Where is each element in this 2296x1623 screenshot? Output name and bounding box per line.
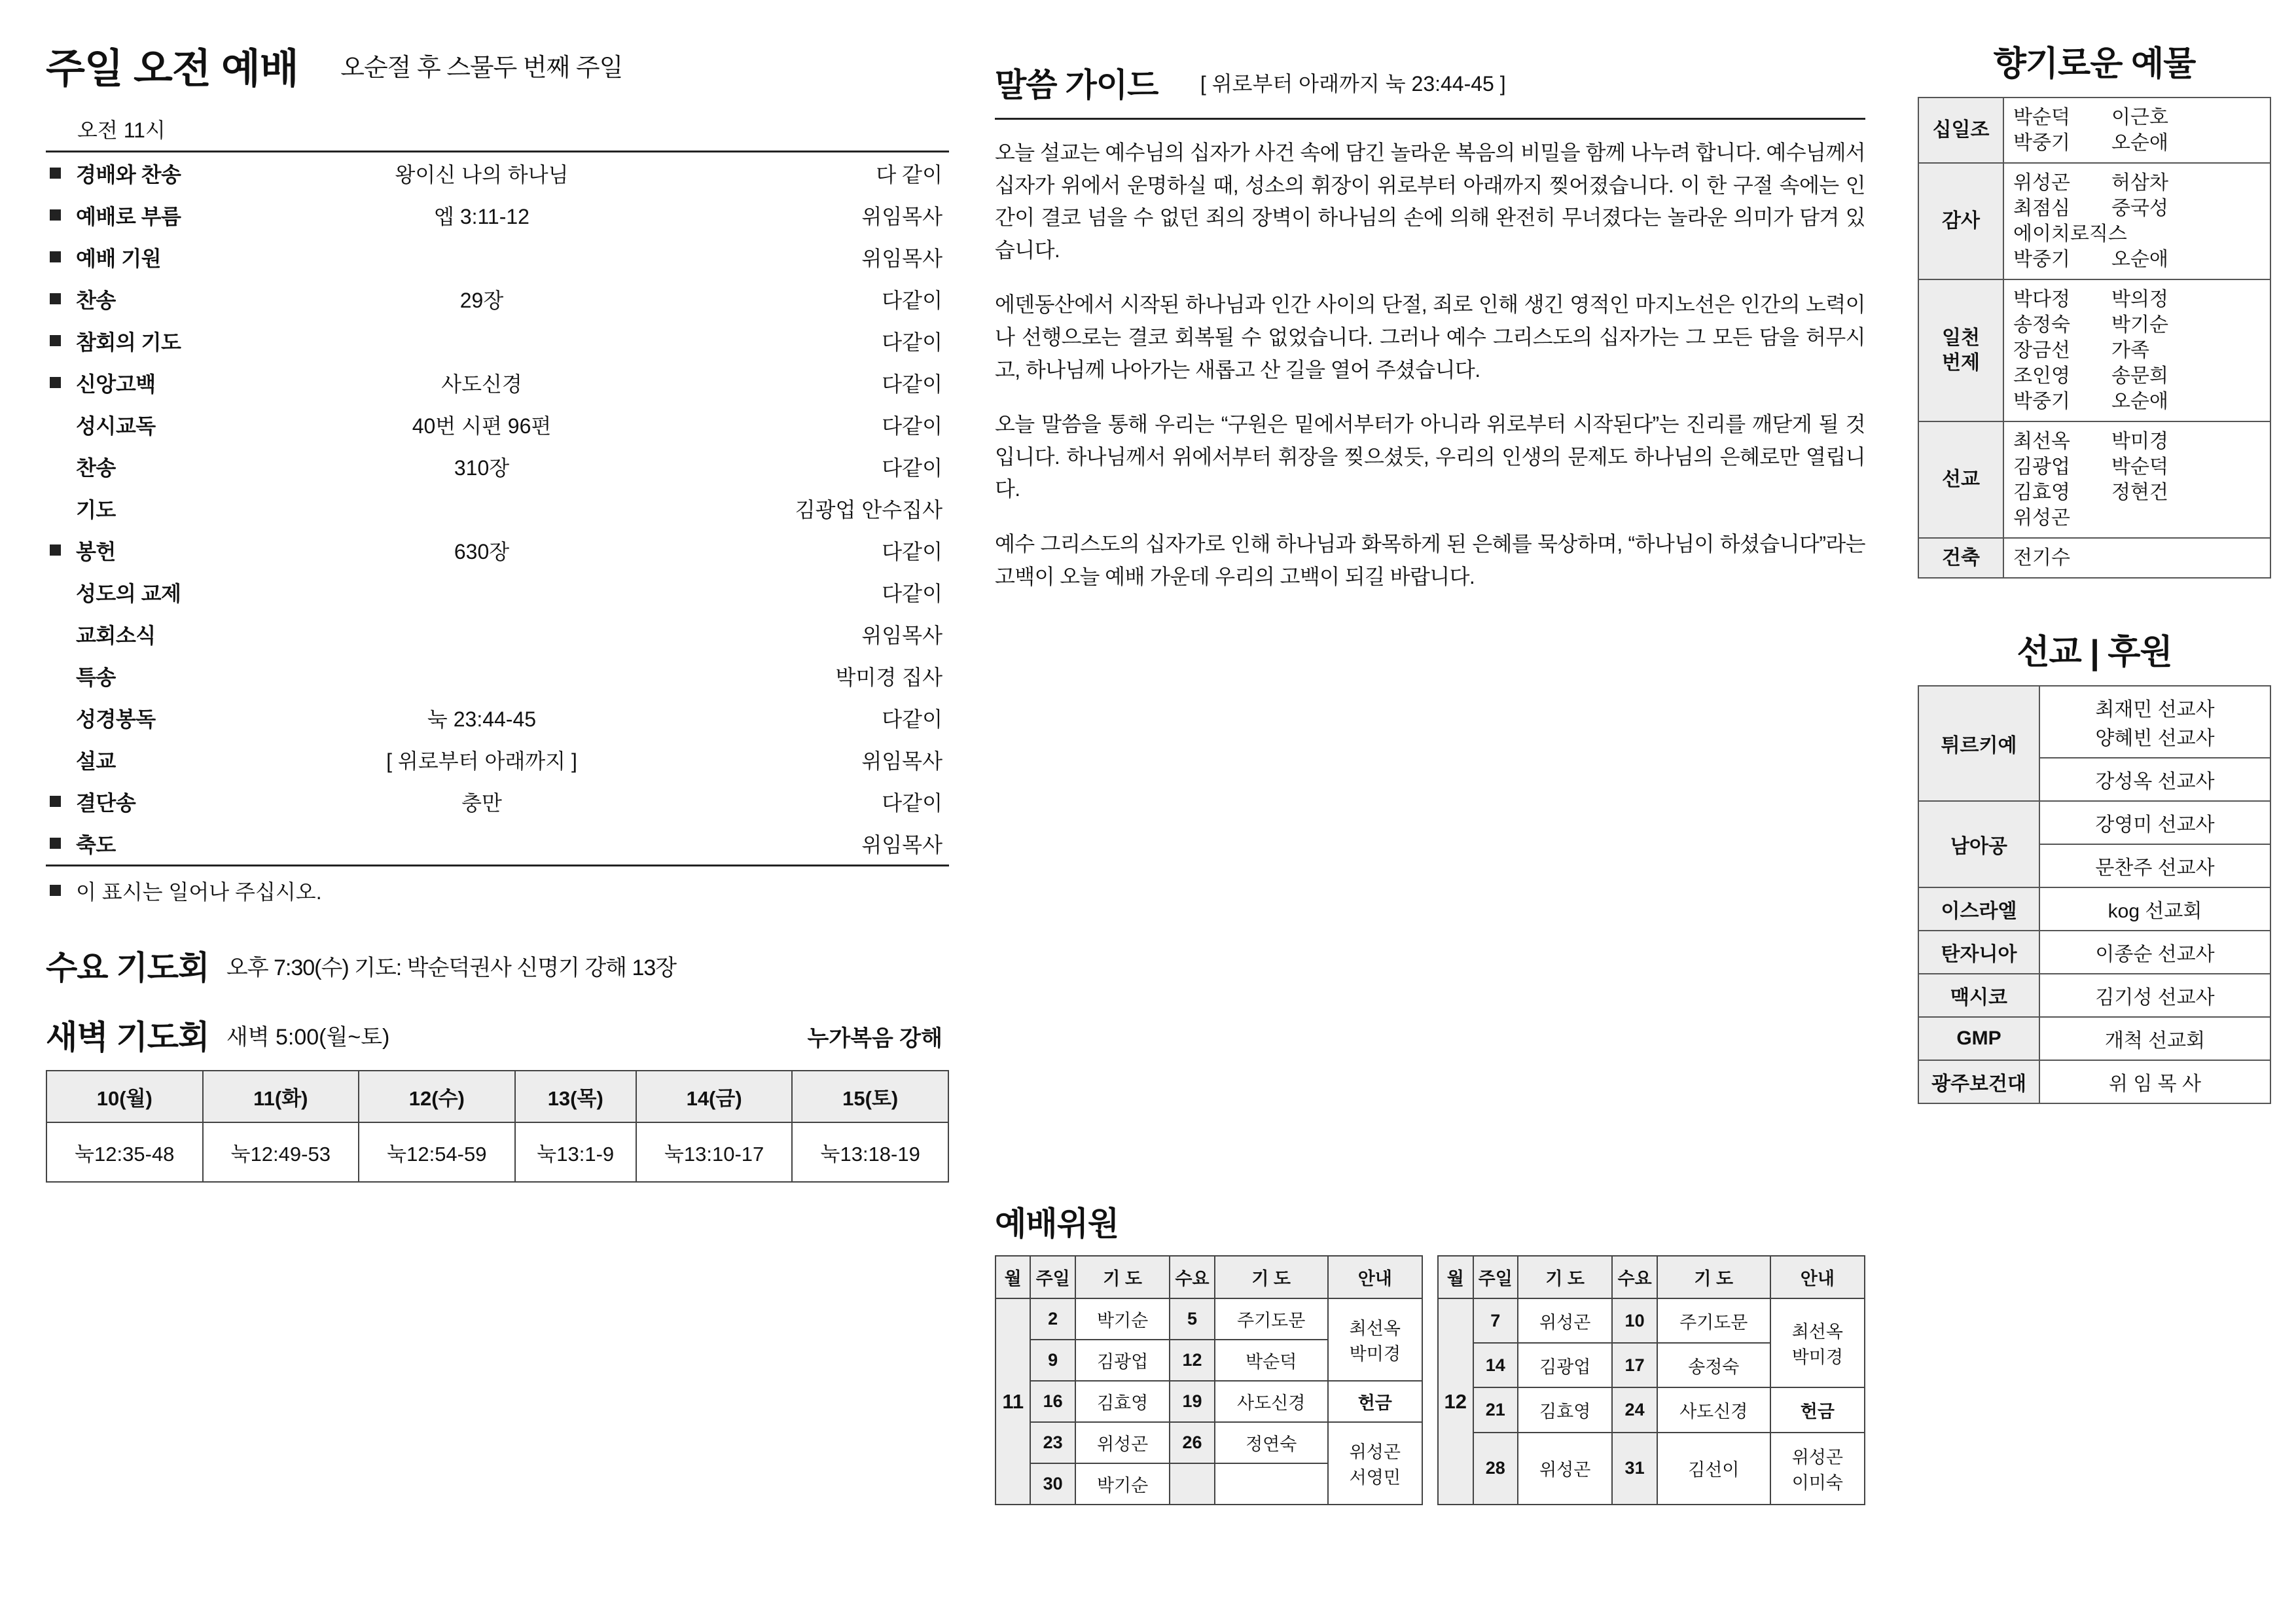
service-order-label: 교회소식 xyxy=(76,624,156,647)
committee-header: 주일 xyxy=(1473,1256,1518,1298)
dawn-day-header: 14(금) xyxy=(636,1071,793,1122)
dawn-passage: 눅12:54-59 xyxy=(359,1122,515,1182)
offering-title: 향기로운 예물 xyxy=(1993,45,2196,83)
committee-month: 11 xyxy=(996,1298,1030,1505)
service-order-value: [ 위로부터 아래까지 ] xyxy=(386,749,577,773)
sermon-paragraph: 오늘 설교는 예수님의 십자가 사건 속에 담긴 놀라운 복음의 비밀을 함께 나누려 합니다. 예수님께서 십자가 위에서 운명하실 때, 성소의 휘장이 위로부터 아래까지 찢어졌습니다. 이 한 구절 속에는 인간이 결코 넘을 수 없던 죄의 장벽이 하나님의 손에 의해 완전히 무너졌다는 놀라운 의미가 담겨 있습니다. xyxy=(995,141,1865,262)
service-order-value xyxy=(312,488,652,529)
committee-wednesday xyxy=(1170,1463,1215,1505)
committee-guide: 헌금 xyxy=(1770,1387,1865,1432)
committee-wednesday: 26 xyxy=(1170,1422,1215,1463)
committee-wednesday-prayer: 주기도문 xyxy=(1215,1298,1328,1340)
committee-sunday-prayer: 김광업 xyxy=(1518,1343,1612,1387)
service-order-row xyxy=(46,362,949,404)
stand-mark xyxy=(46,404,76,446)
dawn-day-header: 12(수) xyxy=(359,1071,515,1122)
stand-mark xyxy=(46,529,76,571)
dawn-day-header: 11(화) xyxy=(203,1071,359,1122)
service-order-row xyxy=(46,194,949,236)
stand-mark xyxy=(46,739,76,781)
service-order-label: 성시교독 xyxy=(76,414,156,438)
mission-region: 이스라엘 xyxy=(1918,887,2039,931)
worship-committee-section xyxy=(995,1198,1865,1505)
worship-committee-title: 예배위원 xyxy=(995,1205,1119,1242)
mission-row xyxy=(1918,1060,2270,1103)
committee-sunday-prayer: 위성곤 xyxy=(1518,1433,1612,1505)
service-order-value xyxy=(312,655,652,697)
stand-mark xyxy=(46,236,76,278)
offering-name: 이근호 xyxy=(2111,107,2168,128)
committee-header: 안내 xyxy=(1328,1256,1422,1298)
service-order-label: 축도 xyxy=(76,833,116,857)
service-order-value xyxy=(312,613,652,655)
service-order-label: 찬송 xyxy=(76,289,116,312)
committee-wednesday: 17 xyxy=(1612,1343,1657,1387)
mission-missionary: 문찬주 선교사 xyxy=(2039,844,2270,887)
service-order-row xyxy=(46,278,949,320)
service-order-label: 성도의 교제 xyxy=(76,582,181,605)
service-order-value: 630장 xyxy=(454,540,510,563)
committee-row xyxy=(996,1422,1422,1463)
service-order-person: 박미경 집사 xyxy=(835,666,942,689)
offering-name: 송문희 xyxy=(2111,365,2168,387)
offering-name: 에이치로직스 xyxy=(2013,223,2127,245)
dawn-series: 누가복음 강해 xyxy=(807,1026,942,1051)
service-order-row xyxy=(46,613,949,655)
committee-sunday-prayer: 김효영 xyxy=(1075,1381,1170,1422)
dawn-passage: 눅12:49-53 xyxy=(203,1122,359,1182)
service-order-row xyxy=(46,236,949,278)
offering-category: 십일조 xyxy=(1918,98,2003,163)
wednesday-info: 오후 7:30(수) 기도: 박순덕권사 신명기 강해 13장 xyxy=(226,955,677,980)
dawn-passage: 눅12:35-48 xyxy=(46,1122,203,1182)
mission-title: 선교 | 후원 xyxy=(2017,633,2172,671)
mission-table xyxy=(1918,685,2271,1104)
mission-missionary: 김기성 선교사 xyxy=(2039,974,2270,1017)
committee-wednesday-prayer: 사도신경 xyxy=(1215,1381,1328,1422)
offering-name: 박기순 xyxy=(2111,314,2168,336)
sunday-subtitle: 오순절 후 스물두 번째 주일 xyxy=(340,54,623,82)
offering-name: 위성곤 xyxy=(2013,507,2070,529)
committee-header: 안내 xyxy=(1770,1256,1865,1298)
service-order-row xyxy=(46,488,949,529)
offering-name: 오순애 xyxy=(2111,391,2168,412)
service-order-value: 310장 xyxy=(454,456,510,480)
offering-names xyxy=(2003,538,2270,578)
committee-sunday: 2 xyxy=(1030,1298,1075,1340)
offering-name: 박순덕 xyxy=(2013,107,2070,128)
offering-name: 김효영 xyxy=(2013,482,2070,503)
dawn-day-header: 15(토) xyxy=(792,1071,948,1122)
service-order-value: 29장 xyxy=(459,289,504,312)
stand-mark xyxy=(46,320,76,362)
service-order-person: 다같이 xyxy=(882,289,942,312)
dawn-info: 새벽 5:00(월~토) xyxy=(226,1024,390,1050)
dawn-title: 새벽 기도회 xyxy=(46,1019,209,1056)
committee-wednesday: 19 xyxy=(1170,1381,1215,1422)
offering-category: 선교 xyxy=(1918,421,2003,538)
sunday-service-section xyxy=(46,36,949,1183)
service-order-label: 결단송 xyxy=(76,791,136,815)
service-order-label: 경배와 찬송 xyxy=(76,163,181,187)
committee-guide: 최선옥 박미경 xyxy=(1770,1298,1865,1387)
offering-names xyxy=(2003,279,2270,421)
service-order-row xyxy=(46,446,949,488)
dawn-passage: 눅13:10-17 xyxy=(636,1122,793,1182)
sermon-paragraph: 오늘 말씀을 통해 우리는 “구원은 밑에서부터가 아니라 위로부터 시작된다”는 진리를 깨닫게 될 것입니다. 하나님께서 위에서부터 휘장을 찢으셨듯, 우리의 인생의 문제도 하나님의 은혜로만 열립니다. xyxy=(995,412,1865,501)
committee-sunday: 21 xyxy=(1473,1387,1518,1432)
offering-name: 정현건 xyxy=(2111,482,2168,503)
offering-name: 박순덕 xyxy=(2111,456,2168,478)
stand-mark xyxy=(46,613,76,655)
service-order-value xyxy=(312,320,652,362)
committee-wednesday-prayer: 김선이 xyxy=(1657,1433,1770,1505)
service-order-value xyxy=(312,236,652,278)
service-order-person: 다같이 xyxy=(882,540,942,563)
committee-wednesday-prayer: 주기도문 xyxy=(1657,1298,1770,1343)
service-order-person: 다같이 xyxy=(882,791,942,815)
service-order-row xyxy=(46,697,949,739)
mission-missionary: 강성옥 선교사 xyxy=(2039,758,2270,801)
committee-wednesday-prayer: 박순덕 xyxy=(1215,1340,1328,1381)
offering-name: 박다정 xyxy=(2013,289,2070,310)
committee-header: 주일 xyxy=(1030,1256,1075,1298)
offering-row xyxy=(1918,421,2270,538)
service-order-person: 위임목사 xyxy=(861,833,942,857)
service-order-value xyxy=(312,823,652,866)
committee-header: 기 도 xyxy=(1075,1256,1170,1298)
dawn-schedule-table xyxy=(46,1070,949,1183)
mission-region: GMP xyxy=(1918,1017,2039,1060)
mission-missionary: 이종순 선교사 xyxy=(2039,931,2270,974)
dawn-passage: 눅13:1-9 xyxy=(515,1122,636,1182)
sermon-guide-title: 말씀 가이드 xyxy=(995,67,1158,103)
mission-region: 맥시코 xyxy=(1918,974,2039,1017)
service-order-person: 다 같이 xyxy=(876,163,942,187)
offering-name: 허삼차 xyxy=(2111,172,2168,194)
offering-names xyxy=(2003,421,2270,538)
committee-row xyxy=(1438,1433,1865,1505)
service-order-label: 참회의 기도 xyxy=(76,330,181,354)
committee-sunday: 14 xyxy=(1473,1343,1518,1387)
sermon-guide-body xyxy=(995,137,1865,593)
service-order-label: 특송 xyxy=(76,666,116,689)
committee-sunday-prayer: 위성곤 xyxy=(1075,1422,1170,1463)
service-order-table xyxy=(46,151,949,912)
mission-region: 남아공 xyxy=(1918,801,2039,887)
dawn-day-header: 13(목) xyxy=(515,1071,636,1122)
mission-missionary: 위 임 목 사 xyxy=(2039,1060,2270,1103)
sermon-paragraph: 에덴동산에서 시작된 하나님과 인간 사이의 단절, 죄로 인해 생긴 영적인 마지노선은 인간의 노력이나 선행으로는 결코 회복될 수 없었습니다. 그러나 예수 그리스도의 십자가는 그 모든 담을 허무시고, 하나님께 나아가는 새롭고 산 길을 열어 주셨습니다. xyxy=(995,293,1865,382)
right-column xyxy=(1918,36,2271,1104)
stand-note: 이 표시는 일어나 주십시오. xyxy=(76,866,949,912)
service-order-row xyxy=(46,571,949,613)
committee-wednesday: 31 xyxy=(1612,1433,1657,1505)
service-order-row xyxy=(46,404,949,446)
worship-committee-table xyxy=(1437,1255,1865,1505)
offering-name: 최점심 xyxy=(2013,198,2070,219)
offering-name: 오순애 xyxy=(2111,132,2168,154)
service-order-person: 김광업 안수집사 xyxy=(795,498,942,522)
service-order-person: 다같이 xyxy=(882,456,942,480)
service-order-person: 다같이 xyxy=(882,372,942,396)
committee-guide: 최선옥 박미경 xyxy=(1328,1298,1422,1381)
offering-name: 중국성 xyxy=(2111,198,2168,219)
stand-mark xyxy=(46,866,76,912)
offering-name: 박중기 xyxy=(2013,132,2070,154)
committee-wednesday-prayer: 사도신경 xyxy=(1657,1387,1770,1432)
mission-missionary: 개척 선교회 xyxy=(2039,1017,2270,1060)
stand-mark xyxy=(46,194,76,236)
offering-row xyxy=(1918,163,2270,279)
offering-category: 건축 xyxy=(1918,538,2003,578)
service-order-label: 예배로 부름 xyxy=(76,205,181,228)
mission-missionary: 최재민 선교사 양혜빈 선교사 xyxy=(2039,686,2270,758)
sermon-paragraph: 예수 그리스도의 십자가로 인해 하나님과 화목하게 된 은혜를 묵상하며, “하나님이 하셨습니다”라는 고백이 오늘 예배 가운데 우리의 고백이 되길 바랍니다. xyxy=(995,531,1865,588)
committee-sunday: 23 xyxy=(1030,1422,1075,1463)
offering-name: 김광업 xyxy=(2013,456,2070,478)
committee-row xyxy=(1438,1298,1865,1343)
service-order-label: 찬송 xyxy=(76,456,116,480)
offering-name: 박중기 xyxy=(2013,391,2070,412)
offering-category: 일천 번제 xyxy=(1918,279,2003,421)
mission-region: 탄자니아 xyxy=(1918,931,2039,974)
mission-row xyxy=(1918,801,2270,844)
committee-header: 월 xyxy=(1438,1256,1473,1298)
committee-guide: 헌금 xyxy=(1328,1381,1422,1422)
committee-header: 수요 xyxy=(1170,1256,1215,1298)
service-order-label: 설교 xyxy=(76,749,116,773)
mission-row xyxy=(1918,887,2270,931)
offering-name: 최선옥 xyxy=(2013,431,2070,452)
dawn-passage: 눅13:18-19 xyxy=(792,1122,948,1182)
committee-sunday: 9 xyxy=(1030,1340,1075,1381)
service-order-person: 다같이 xyxy=(882,414,942,438)
stand-mark xyxy=(46,446,76,488)
mission-missionary: 강영미 선교사 xyxy=(2039,801,2270,844)
page-title: 주일 오전 예배 xyxy=(46,46,298,92)
committee-wednesday: 24 xyxy=(1612,1387,1657,1432)
committee-sunday: 28 xyxy=(1473,1433,1518,1505)
committee-sunday-prayer: 박기순 xyxy=(1075,1463,1170,1505)
wednesday-prayer-section xyxy=(46,942,949,989)
service-order-person: 다같이 xyxy=(882,330,942,354)
service-order-row xyxy=(46,781,949,823)
service-order-value: 눅 23:44-45 xyxy=(427,707,537,731)
mission-row xyxy=(1918,686,2270,758)
stand-mark xyxy=(46,655,76,697)
committee-guide: 위성곤 이미숙 xyxy=(1770,1433,1865,1505)
mission-row xyxy=(1918,974,2270,1017)
committee-sunday: 7 xyxy=(1473,1298,1518,1343)
offering-name: 전기수 xyxy=(2013,547,2070,569)
service-order-person: 다같이 xyxy=(882,707,942,731)
committee-month: 12 xyxy=(1438,1298,1473,1505)
offering-name: 박중기 xyxy=(2013,249,2070,270)
service-order-value xyxy=(312,571,652,613)
offering-name: 가족 xyxy=(2111,340,2149,361)
committee-wednesday-prayer: 송정숙 xyxy=(1657,1343,1770,1387)
service-order-label: 봉헌 xyxy=(76,540,116,563)
committee-header: 기 도 xyxy=(1657,1256,1770,1298)
dawn-prayer-section xyxy=(46,1011,949,1183)
committee-sunday: 16 xyxy=(1030,1381,1075,1422)
committee-sunday-prayer: 위성곤 xyxy=(1518,1298,1612,1343)
committee-header: 월 xyxy=(996,1256,1030,1298)
mission-region: 광주보건대 xyxy=(1918,1060,2039,1103)
committee-sunday-prayer: 박기순 xyxy=(1075,1298,1170,1340)
mission-region: 튀르키예 xyxy=(1918,686,2039,801)
service-order-label: 기도 xyxy=(76,498,116,522)
committee-sunday-prayer: 김광업 xyxy=(1075,1340,1170,1381)
committee-row xyxy=(1438,1387,1865,1432)
service-order-person: 위임목사 xyxy=(861,624,942,647)
offering-name: 송정숙 xyxy=(2013,314,2070,336)
service-order-person: 다같이 xyxy=(882,582,942,605)
committee-row xyxy=(996,1298,1422,1340)
service-order-row xyxy=(46,320,949,362)
offering-row xyxy=(1918,538,2270,578)
offering-name: 장금선 xyxy=(2013,340,2070,361)
mission-row xyxy=(1918,931,2270,974)
committee-wednesday: 10 xyxy=(1612,1298,1657,1343)
offering-row xyxy=(1918,279,2270,421)
stand-mark xyxy=(46,697,76,739)
stand-mark xyxy=(46,278,76,320)
service-time: 오전 11시 xyxy=(77,118,166,142)
dawn-day-header: 10(월) xyxy=(46,1071,203,1122)
wednesday-title: 수요 기도회 xyxy=(46,950,209,986)
committee-sunday-prayer: 김효영 xyxy=(1518,1387,1612,1432)
offering-row xyxy=(1918,98,2270,163)
service-order-label: 성경봉독 xyxy=(76,707,156,731)
committee-header: 수요 xyxy=(1612,1256,1657,1298)
offering-category: 감사 xyxy=(1918,163,2003,279)
service-order-row xyxy=(46,739,949,781)
offering-name: 조인영 xyxy=(2013,365,2070,387)
sermon-guide-section xyxy=(995,59,1865,615)
divider xyxy=(995,118,1865,120)
committee-header: 기 도 xyxy=(1518,1256,1612,1298)
committee-sunday: 30 xyxy=(1030,1463,1075,1505)
service-order-row xyxy=(46,823,949,866)
worship-committee-table xyxy=(995,1255,1423,1505)
stand-mark xyxy=(46,823,76,866)
stand-mark xyxy=(46,152,76,195)
offering-name: 박의정 xyxy=(2111,289,2168,310)
service-order-row xyxy=(46,529,949,571)
service-order-row xyxy=(46,152,949,195)
service-order-row xyxy=(46,655,949,697)
committee-wednesday: 12 xyxy=(1170,1340,1215,1381)
committee-wednesday-prayer: 정연숙 xyxy=(1215,1422,1328,1463)
offering-names xyxy=(2003,98,2270,163)
stand-note-row xyxy=(46,866,949,912)
committee-wednesday: 5 xyxy=(1170,1298,1215,1340)
service-order-person: 위임목사 xyxy=(861,749,942,773)
service-order-label: 신앙고백 xyxy=(76,372,156,396)
service-order-value: 사도신경 xyxy=(441,372,522,396)
service-order-value: 엡 3:11-12 xyxy=(434,205,529,228)
offering-names xyxy=(2003,163,2270,279)
offering-name: 박미경 xyxy=(2111,431,2168,452)
committee-row xyxy=(996,1381,1422,1422)
committee-wednesday-prayer xyxy=(1215,1463,1328,1505)
service-order-person: 위임목사 xyxy=(861,247,942,270)
service-order-person: 위임목사 xyxy=(861,205,942,228)
stand-mark xyxy=(46,362,76,404)
committee-guide: 위성곤 서영민 xyxy=(1328,1422,1422,1505)
stand-mark xyxy=(46,571,76,613)
mission-row xyxy=(1918,1017,2270,1060)
offering-name: 오순애 xyxy=(2111,249,2168,270)
service-order-label: 예배 기원 xyxy=(76,247,162,270)
sermon-reference: [ 위로부터 아래까지 눅 23:44-45 ] xyxy=(1200,72,1506,96)
service-order-value: 충만 xyxy=(461,791,502,815)
service-order-value: 왕이신 나의 하나님 xyxy=(395,163,569,187)
mission-missionary: kog 선교회 xyxy=(2039,887,2270,931)
service-order-value: 40번 시편 96편 xyxy=(412,414,552,438)
offering-table xyxy=(1918,97,2271,579)
committee-header: 기 도 xyxy=(1215,1256,1328,1298)
stand-mark xyxy=(46,488,76,529)
offering-name: 위성곤 xyxy=(2013,172,2070,194)
stand-mark xyxy=(46,781,76,823)
